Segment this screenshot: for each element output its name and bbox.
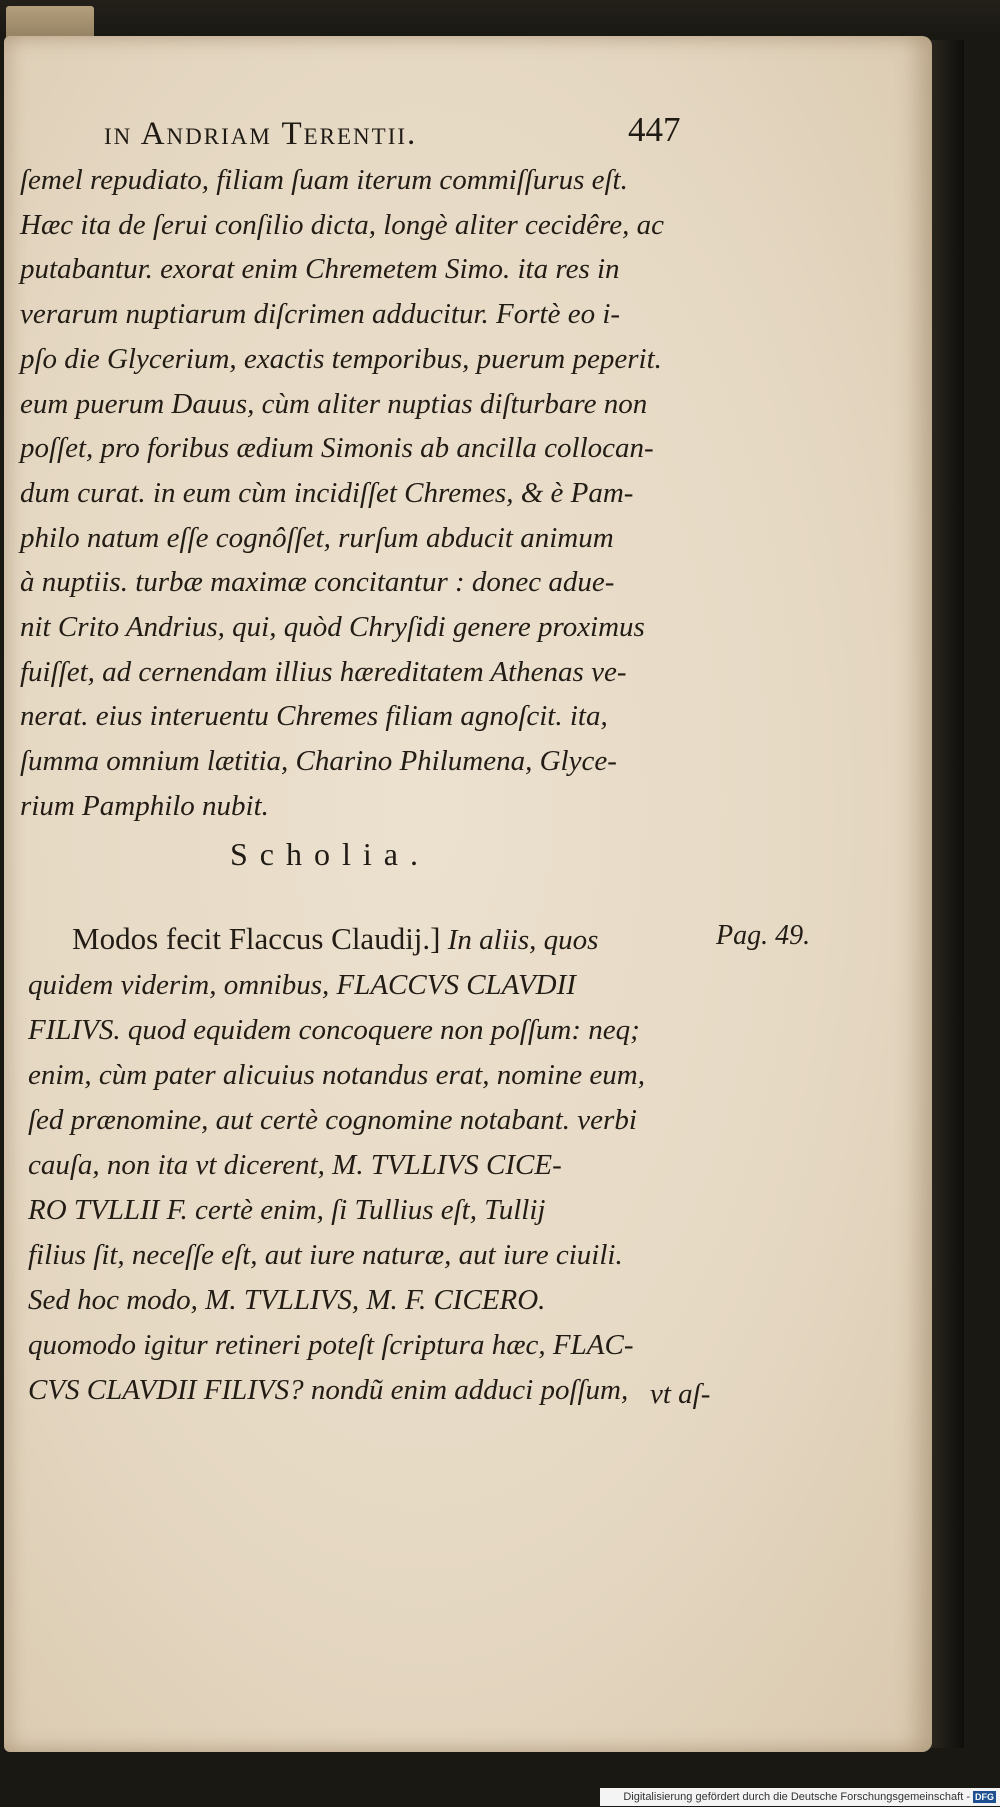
text-line: poſſet, pro foribus ædium Simonis ab ancilla collocan- [20,432,654,465]
text-line: CVS CLAVDII FILIVS? nondũ enim adduci poſſum, [28,1374,629,1406]
argument-text [20,158,740,829]
text-line: FILIVS. quod equidem concoquere non poſſum: neq; [28,1014,640,1046]
digitization-credit [600,1788,1000,1806]
dfg-logo: DFG [975,1792,994,1803]
text-line: putabantur. exorat enim Chremetem Simo. ita res in [20,253,620,286]
credit-text: Digitalisierung gefördert durch die Deutsche Forschungsgemeinschaft - [623,1791,970,1803]
scholia-heading: Scholia. [230,836,430,872]
lemma: Modos fecit Flaccus Claudij.] [72,921,441,956]
binding-strip [0,0,1000,34]
text-line: eum puerum Dauus, cùm aliter nuptias diſturbare non [20,387,648,420]
text-line: philo natum eſſe cognôſſet, rurſum abducit animum [20,521,614,554]
lemma-commentary: In aliis, quos [447,924,599,956]
text-line: fuiſſet, ad cernendam illius hæreditatem Athenas ve- [20,655,627,688]
text-line: cauſa, non ita vt dicerent, M. TVLLIVS CICE- [28,1149,562,1181]
text-line: à nuptiis. turbæ maximæ concitantur : donec adue- [20,566,615,599]
text-line: Hæc ita de ſerui conſilio dicta, longè aliter cecidêre, ac [20,208,665,241]
text-line: verarum nuptiarum diſcrimen adducitur. Fortè eo i- [20,298,621,331]
text-line: filius ſit, neceſſe eſt, aut iure naturæ, aut iure ciuili. [28,1239,623,1271]
text-line: RO TVLLII F. certè enim, ſi Tullius eſt, Tullij [28,1194,546,1226]
text-line: Sed hoc modo, M. TVLLIVS, M. F. CICERO. [28,1284,546,1316]
text-line: nit Crito Andrius, qui, quòd Chryſidi genere proximus [20,611,645,644]
running-title: in Andriam Terentii. [104,116,418,152]
margin-note: Pag. 49. [716,920,811,951]
text-line: dum curat. in eum cùm incidiſſet Chremes, & è Pam- [20,476,634,509]
text-line: nerat. eius interuentu Chremes filiam agnoſcit. ita, [20,700,608,733]
text-line: ſemel repudiato, filiam ſuam iterum commiſſurus eſt. [20,164,628,196]
text-line: rium Pamphilo nubit. [20,789,269,822]
text-line: quomodo igitur retineri poteſt ſcriptura hæc, FLAC- [28,1329,634,1361]
page-edge-shadow [930,40,964,1748]
scholia-text [28,916,768,1413]
scholia-first-line [28,916,768,963]
text-line: enim, cùm pater alicuius notandus erat, nomine eum, [28,1059,645,1091]
text-line: ſed prænomine, aut certè cognomine notabant. verbi [28,1104,637,1136]
text-line: pſo die Glycerium, exactis temporibus, puerum peperit. [20,342,662,375]
text-line: quidem viderim, omnibus, FLACCVS CLAVDII [28,969,576,1001]
catchword: vt aſ- [650,1378,711,1410]
page-number: 447 [628,110,681,149]
text-line: ſumma omnium lætitia, Charino Philumena, Glyce- [20,745,617,778]
